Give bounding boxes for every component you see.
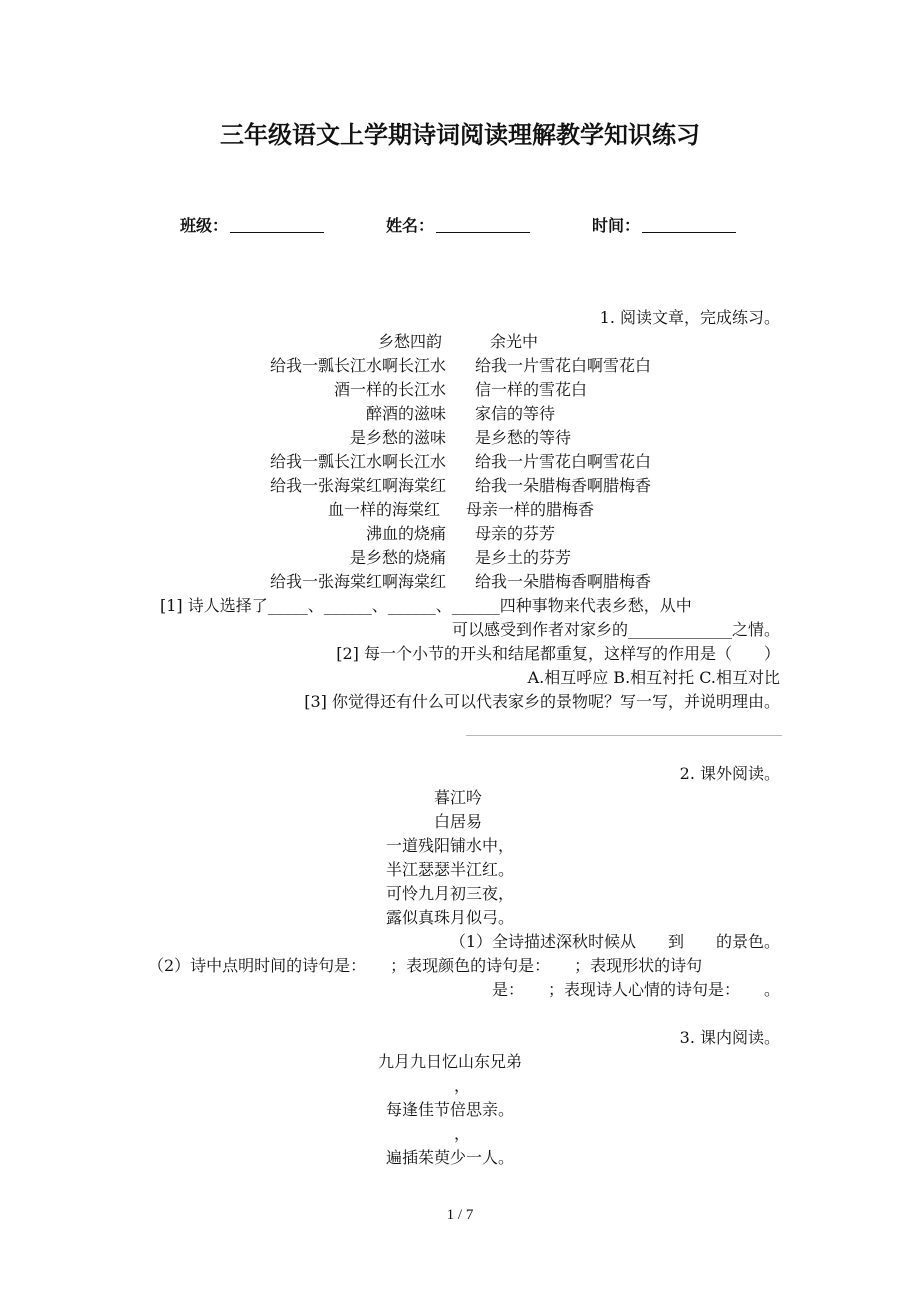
q1-row-right: 信一样的雪花白 <box>475 380 588 399</box>
name-field <box>386 214 530 238</box>
q3-poem-line: 每逢佳节倍思亲。 <box>386 1100 515 1119</box>
q1-heading: 1. 阅读文章，完成练习。 <box>599 308 780 327</box>
q2-sub2-line1: （2）诗中点明时间的诗句是： ；表现颜色的诗句是： ；表现形状的诗句 <box>148 956 703 975</box>
q1-sub1-line1: [1] 诗人选择了_____、______、______、______四种事物来代表乡愁，从中 <box>160 596 692 615</box>
q2-poem-line: 可怜九月初三夜， <box>386 884 515 903</box>
q1-row-right: 母亲一样的腊梅香 <box>466 500 595 519</box>
q1-row-left: 给我一瓢长江水啊长江水 <box>269 356 446 375</box>
q2-heading: 2. 课外阅读。 <box>679 764 780 783</box>
q2-poem-line: 半江瑟瑟半江红。 <box>386 860 515 879</box>
q1-sub2: [2] 每一个小节的开头和结尾都重复，这样写的作用是（ ） <box>336 644 780 663</box>
q1-row-left: 醉酒的滋味 <box>365 404 446 423</box>
q3-poem-line: ， <box>454 1076 471 1095</box>
q3-poem-title: 九月九日忆山东兄弟 <box>378 1052 523 1071</box>
q3-poem-line: 遍插茱萸少一人。 <box>386 1148 515 1167</box>
q1-poem-author: 余光中 <box>490 332 539 351</box>
q1-row-left: 是乡愁的烧痛 <box>349 548 446 567</box>
q2-poem-author: 白居易 <box>434 812 483 831</box>
name-blank <box>436 216 530 233</box>
q1-row-right: 母亲的芬芳 <box>475 524 556 543</box>
q1-row-right: 给我一片雪花白啊雪花白 <box>475 452 652 471</box>
q2-poem-line: 一道残阳铺水中， <box>386 836 515 855</box>
q1-row-left: 是乡愁的滋味 <box>349 428 446 447</box>
time-field <box>592 214 736 238</box>
name-label: 姓名： <box>386 216 435 235</box>
q1-row-left: 沸血的烧痛 <box>365 524 446 543</box>
q1-row-right: 给我一片雪花白啊雪花白 <box>475 356 652 375</box>
class-label: 班级： <box>180 216 229 235</box>
q1-row-right: 家信的等待 <box>475 404 556 423</box>
q1-row-right: 给我一朵腊梅香啊腊梅香 <box>475 572 652 591</box>
q3-heading: 3. 课内阅读。 <box>679 1028 780 1047</box>
q1-row-left: 给我一张海棠红啊海棠红 <box>269 572 446 591</box>
q1-sub1-line2: 可以感受到作者对家乡的_____________之情。 <box>451 620 780 639</box>
q1-poem-title: 乡愁四韵 <box>378 332 443 351</box>
q1-row-right: 是乡土的芬芳 <box>475 548 572 567</box>
class-blank <box>230 216 324 233</box>
q1-row-right: 是乡愁的等待 <box>475 428 572 447</box>
class-field <box>180 214 324 238</box>
q1-sub3: [3] 你觉得还有什么可以代表家乡的景物呢？写一写，并说明理由。 <box>304 692 780 711</box>
q1-row-left: 酒一样的长江水 <box>333 380 446 399</box>
q1-sub2-options: A.相互呼应 B.相互衬托 C.相互对比 <box>527 668 780 687</box>
q2-poem-title: 暮江吟 <box>434 788 483 807</box>
q2-poem-line: 露似真珠月似弓。 <box>386 908 515 927</box>
q2-sub2-line2: 是： ；表现诗人心情的诗句是： 。 <box>491 980 780 999</box>
q1-row-right: 给我一朵腊梅香啊腊梅香 <box>475 476 652 495</box>
page-number: 1 / 7 <box>446 1207 474 1223</box>
time-blank <box>642 216 736 233</box>
q1-answer-line <box>466 735 782 736</box>
time-label: 时间： <box>592 216 641 235</box>
q1-row-left: 给我一张海棠红啊海棠红 <box>269 476 446 495</box>
q2-sub1: （1）全诗描述深秋时候从 到 的景色。 <box>449 932 780 951</box>
q1-row-left: 血一样的海棠红 <box>327 500 440 519</box>
q1-row-left: 给我一瓢长江水啊长江水 <box>269 452 446 471</box>
document-title: 三年级语文上学期诗词阅读理解教学知识练习 <box>220 121 700 149</box>
q3-poem-line: ， <box>454 1124 471 1143</box>
